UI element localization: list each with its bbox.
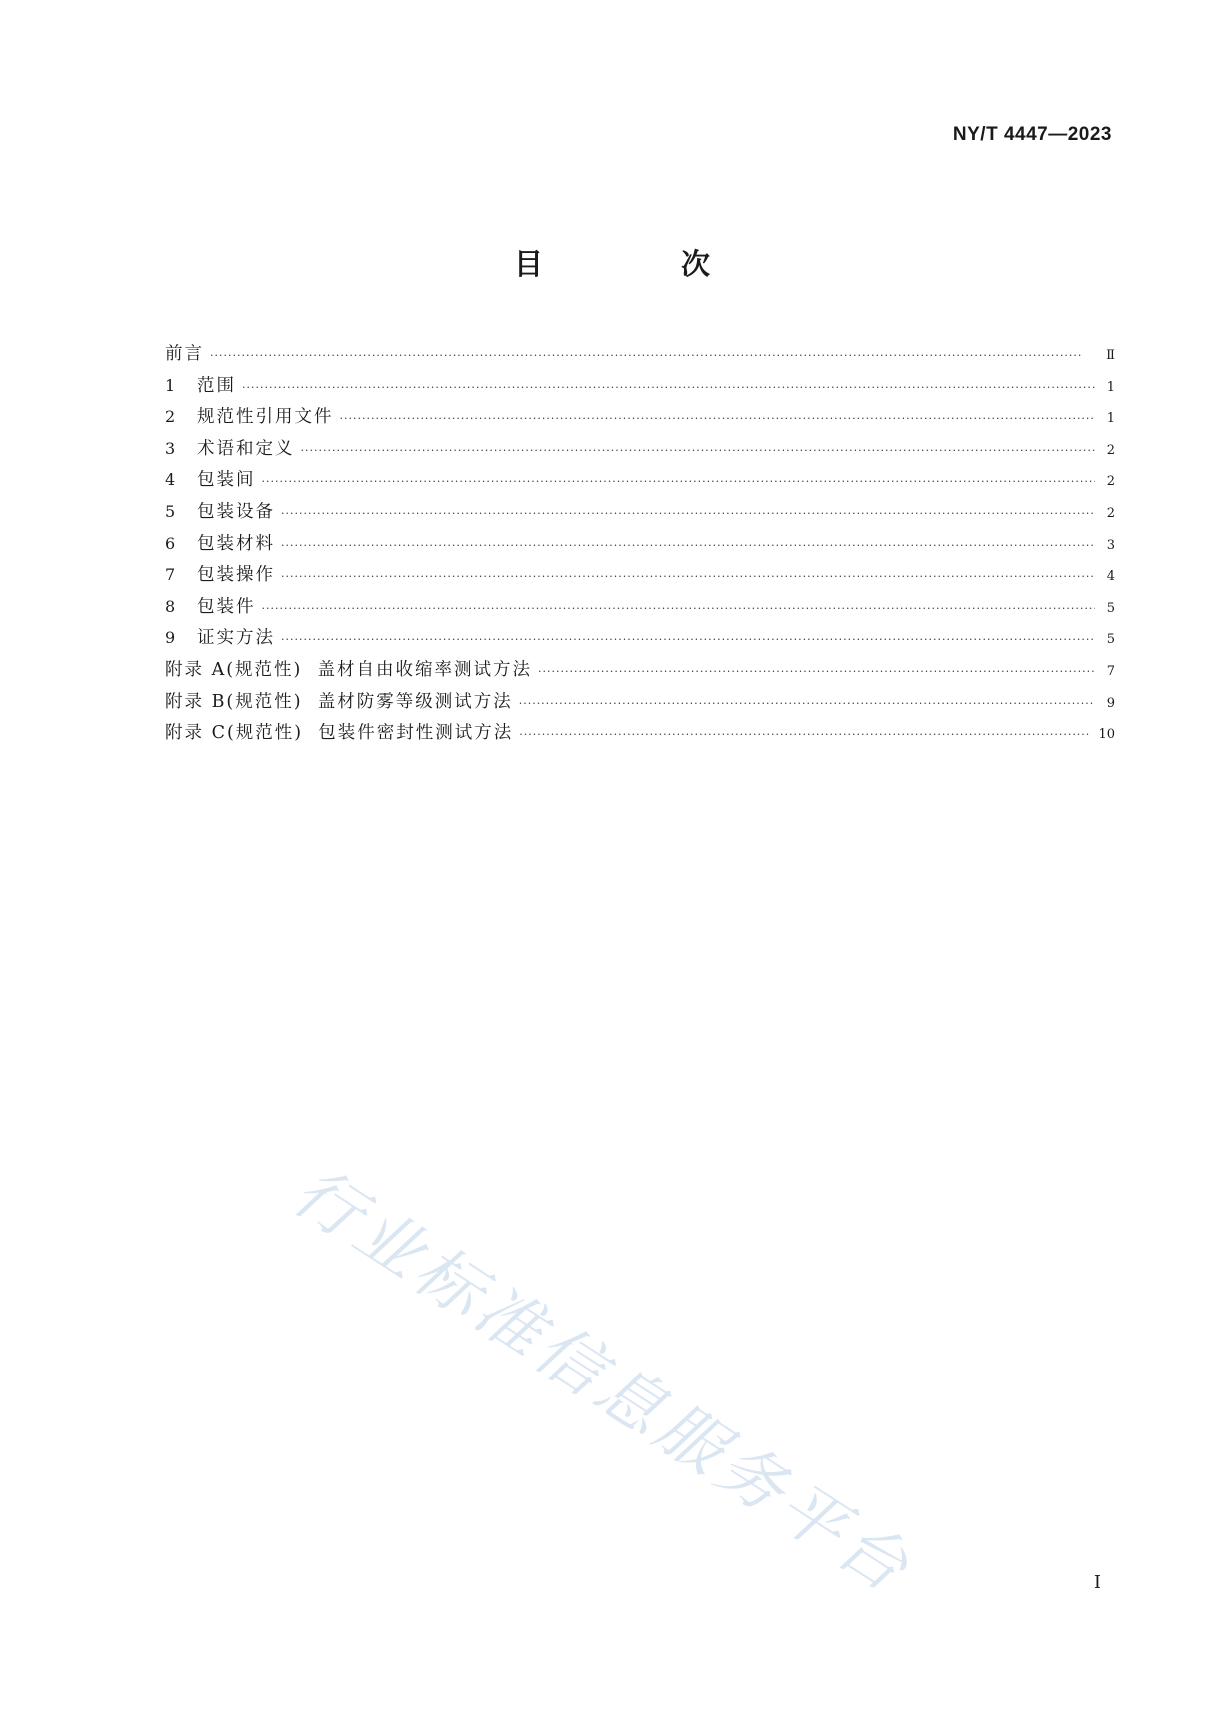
toc-entry-label: 包装材料 [197,533,275,554]
toc-entry-page: 2 [1106,505,1115,521]
toc-entry-number: 1 [165,375,176,395]
watermark: 行业标准信息服务平台 [279,1152,926,1610]
toc-entry-2[interactable] [165,403,1115,435]
toc-entry-label: 包装设备 [197,501,275,522]
toc-leader [210,349,1095,362]
toc-entry-label: 附录 C(规范性) 包装件密封性测试方法 [165,723,514,744]
toc-entry-number: 5 [165,501,176,521]
toc-entry-page: 7 [1106,663,1115,679]
toc-entry-number: 7 [165,565,176,585]
toc-entry-3[interactable] [165,435,1115,467]
toc-entry-number: 2 [165,407,176,427]
toc-entry-appendix-c[interactable] [165,719,1115,751]
toc-entry-page: 9 [1106,695,1115,711]
toc-entry-label: 术语和定义 [197,438,295,459]
toc-entry-page: 1 [1106,411,1115,427]
toc-entry-1[interactable] [165,372,1115,404]
toc-leader [262,475,1096,488]
toc-entry-label: 前言 [165,344,204,364]
toc-entry-5[interactable] [165,498,1115,530]
toc-entry-appendix-b[interactable] [165,688,1115,720]
toc-entry-number: 4 [165,470,176,490]
toc-entry-9[interactable] [165,624,1115,656]
toc-entry-number: 9 [165,628,176,648]
toc-entry-label: 附录 B(规范性) 盖材防雾等级测试方法 [165,691,513,712]
toc-leader [262,602,1096,615]
toc-leader [340,412,1096,425]
toc-entry-label: 规范性引用文件 [197,407,334,428]
table-of-contents [165,340,1115,751]
toc-entry-page: 10 [1098,727,1115,743]
toc-leader [281,507,1095,520]
toc-leader [519,697,1095,710]
toc-leader [281,539,1095,552]
toc-leader [519,728,1091,741]
toc-entry-label: 附录 A(规范性) 盖材自由收缩率测试方法 [165,659,532,680]
toc-entry-label: 包装件 [197,596,256,617]
toc-entry-page: Ⅱ [1106,348,1115,363]
toc-entry-page: 3 [1106,537,1115,553]
toc-entry-page: 5 [1106,600,1115,616]
toc-entry-page: 2 [1106,442,1115,458]
toc-entry-label: 范围 [197,375,236,396]
toc-entry-8[interactable] [165,593,1115,625]
toc-leader [281,633,1095,646]
toc-entry-label: 证实方法 [197,628,275,649]
toc-entry-6[interactable] [165,530,1115,562]
toc-entry-page: 4 [1106,569,1115,585]
toc-leader [301,444,1096,457]
toc-entry-page: 2 [1106,474,1115,490]
toc-entry-page: 1 [1106,379,1115,395]
toc-entry-foreword[interactable] [165,340,1115,372]
toc-leader [281,570,1095,583]
standard-code: NY/T 4447—2023 [952,124,1112,145]
toc-entry-number: 6 [165,533,176,553]
toc-leader [538,665,1095,678]
toc-entry-4[interactable] [165,466,1115,498]
toc-entry-appendix-a[interactable] [165,656,1115,688]
toc-entry-label: 包装间 [197,470,256,491]
page-number: Ⅰ [1093,1572,1101,1593]
toc-entry-7[interactable] [165,561,1115,593]
toc-entry-number: 3 [165,438,176,458]
toc-title: 目 次 [513,247,775,281]
toc-entry-page: 5 [1106,632,1115,648]
toc-entry-label: 包装操作 [197,565,275,586]
toc-leader [242,381,1095,394]
toc-entry-number: 8 [165,596,176,616]
